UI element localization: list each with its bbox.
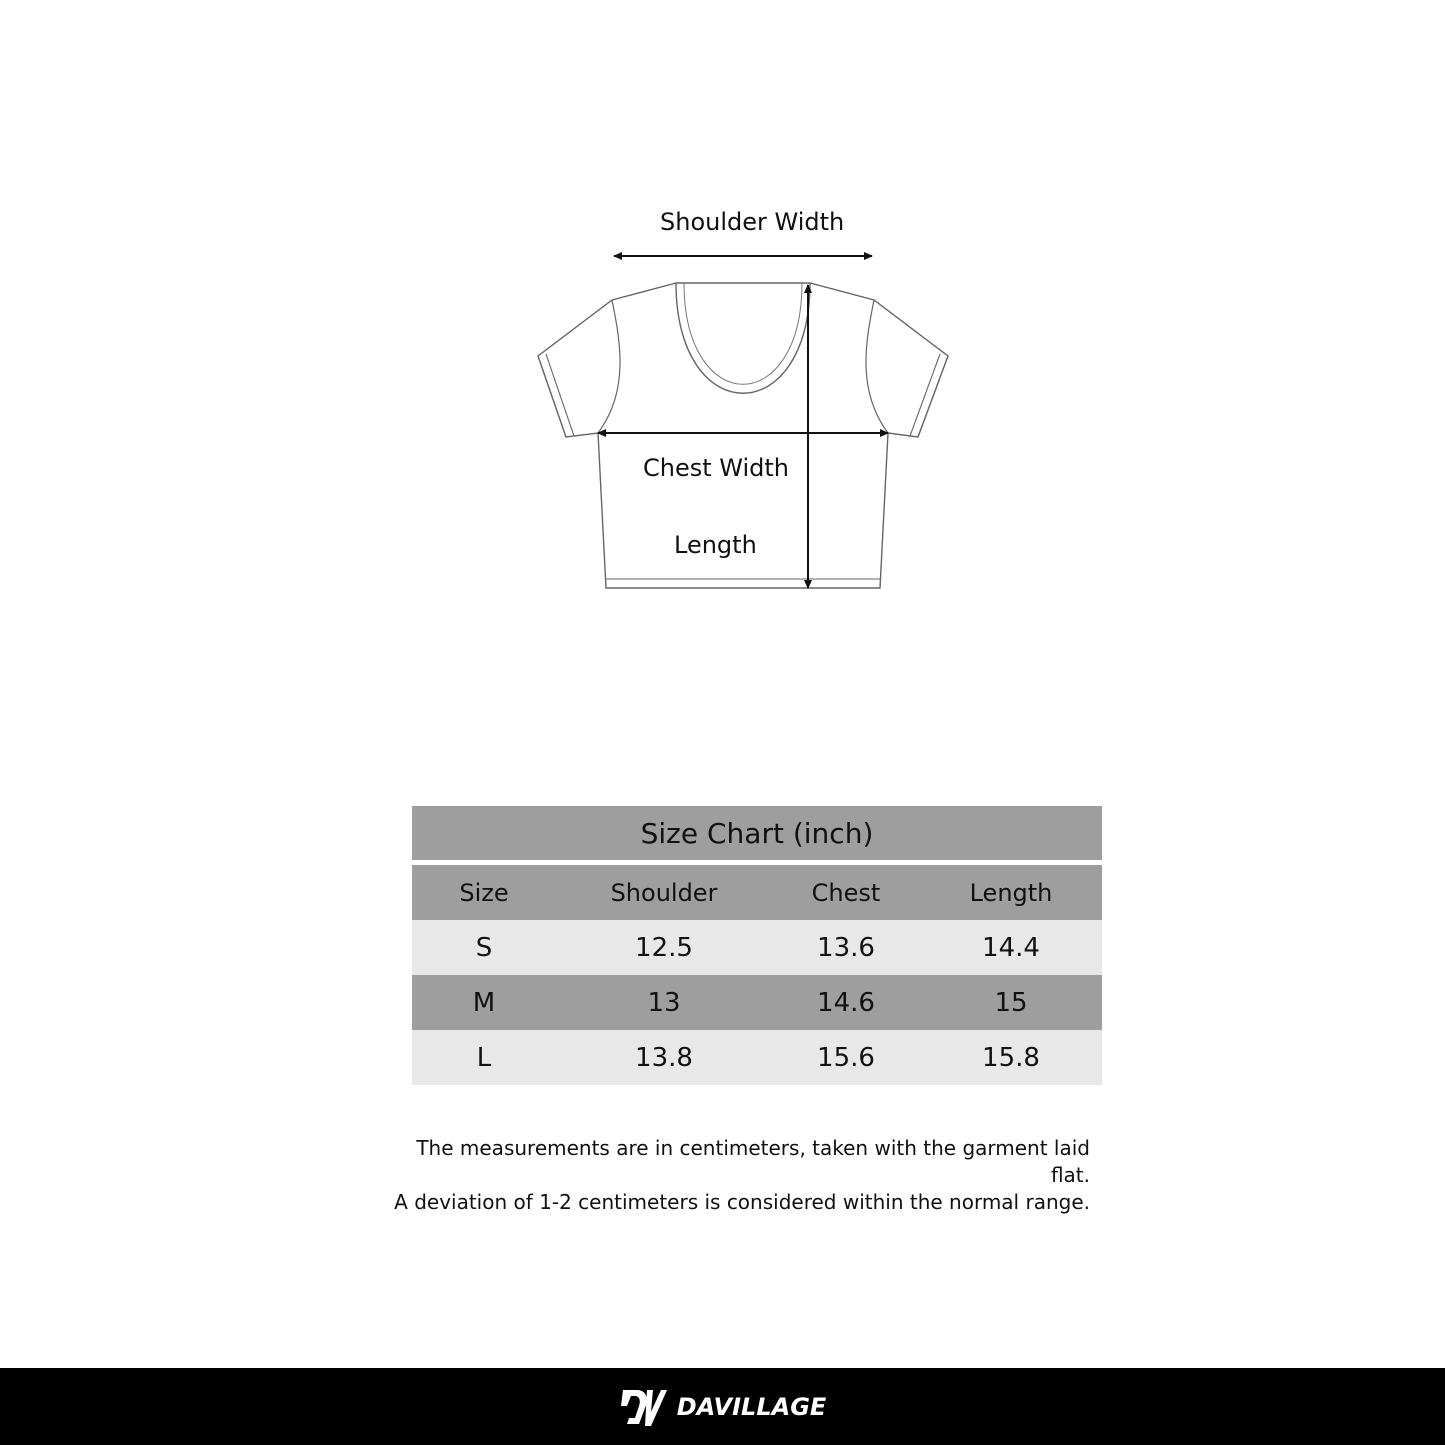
length-cell: 14.4 bbox=[982, 932, 1040, 963]
right-armhole-seam bbox=[866, 300, 888, 433]
shoulder-cell: 12.5 bbox=[635, 932, 693, 963]
note-line-2: A deviation of 1-2 centimeters is considered within the normal range. bbox=[394, 1190, 1090, 1214]
shoulder-cell: 13 bbox=[647, 987, 681, 1018]
header-length: Length bbox=[969, 878, 1053, 907]
neckline-inner bbox=[684, 283, 802, 384]
garment-diagram bbox=[0, 0, 1445, 700]
size-chart-table bbox=[412, 806, 1102, 1085]
chest-width-label: Chest Width bbox=[643, 454, 790, 482]
size-cell: L bbox=[476, 1042, 492, 1073]
footer-bar bbox=[0, 1368, 1445, 1445]
brand-name: DAVILLAGE bbox=[676, 1392, 827, 1421]
chest-cell: 15.6 bbox=[817, 1042, 875, 1073]
note-line-1: The measurements are in centimeters, taken with the garment laid flat. bbox=[416, 1136, 1090, 1187]
chest-cell: 14.6 bbox=[817, 987, 875, 1018]
length-cell: 15 bbox=[994, 987, 1028, 1018]
length-label: Length bbox=[674, 531, 757, 559]
table-row bbox=[412, 975, 1102, 1030]
table-header-row bbox=[412, 865, 1102, 920]
right-sleeve-hem bbox=[910, 354, 948, 437]
size-chart-title: Size Chart (inch) bbox=[412, 806, 1102, 860]
left-sleeve-hem bbox=[538, 354, 574, 437]
shoulder-width-label: Shoulder Width bbox=[660, 208, 845, 236]
brand-logo bbox=[619, 1386, 827, 1428]
chest-cell: 13.6 bbox=[817, 932, 875, 963]
left-armhole-seam bbox=[598, 300, 620, 433]
crop-top-outline bbox=[0, 0, 1445, 700]
header-shoulder: Shoulder bbox=[610, 878, 718, 907]
size-cell: M bbox=[472, 987, 496, 1018]
size-cell: S bbox=[475, 932, 493, 963]
table-row bbox=[412, 920, 1102, 975]
shoulder-cell: 13.8 bbox=[635, 1042, 693, 1073]
length-cell: 15.8 bbox=[982, 1042, 1040, 1073]
dv-logo-icon bbox=[619, 1386, 669, 1428]
header-chest: Chest bbox=[811, 878, 881, 907]
table-row bbox=[412, 1030, 1102, 1085]
neckline-outer bbox=[676, 283, 810, 393]
header-size: Size bbox=[459, 878, 509, 907]
measurement-note bbox=[380, 1135, 1090, 1216]
